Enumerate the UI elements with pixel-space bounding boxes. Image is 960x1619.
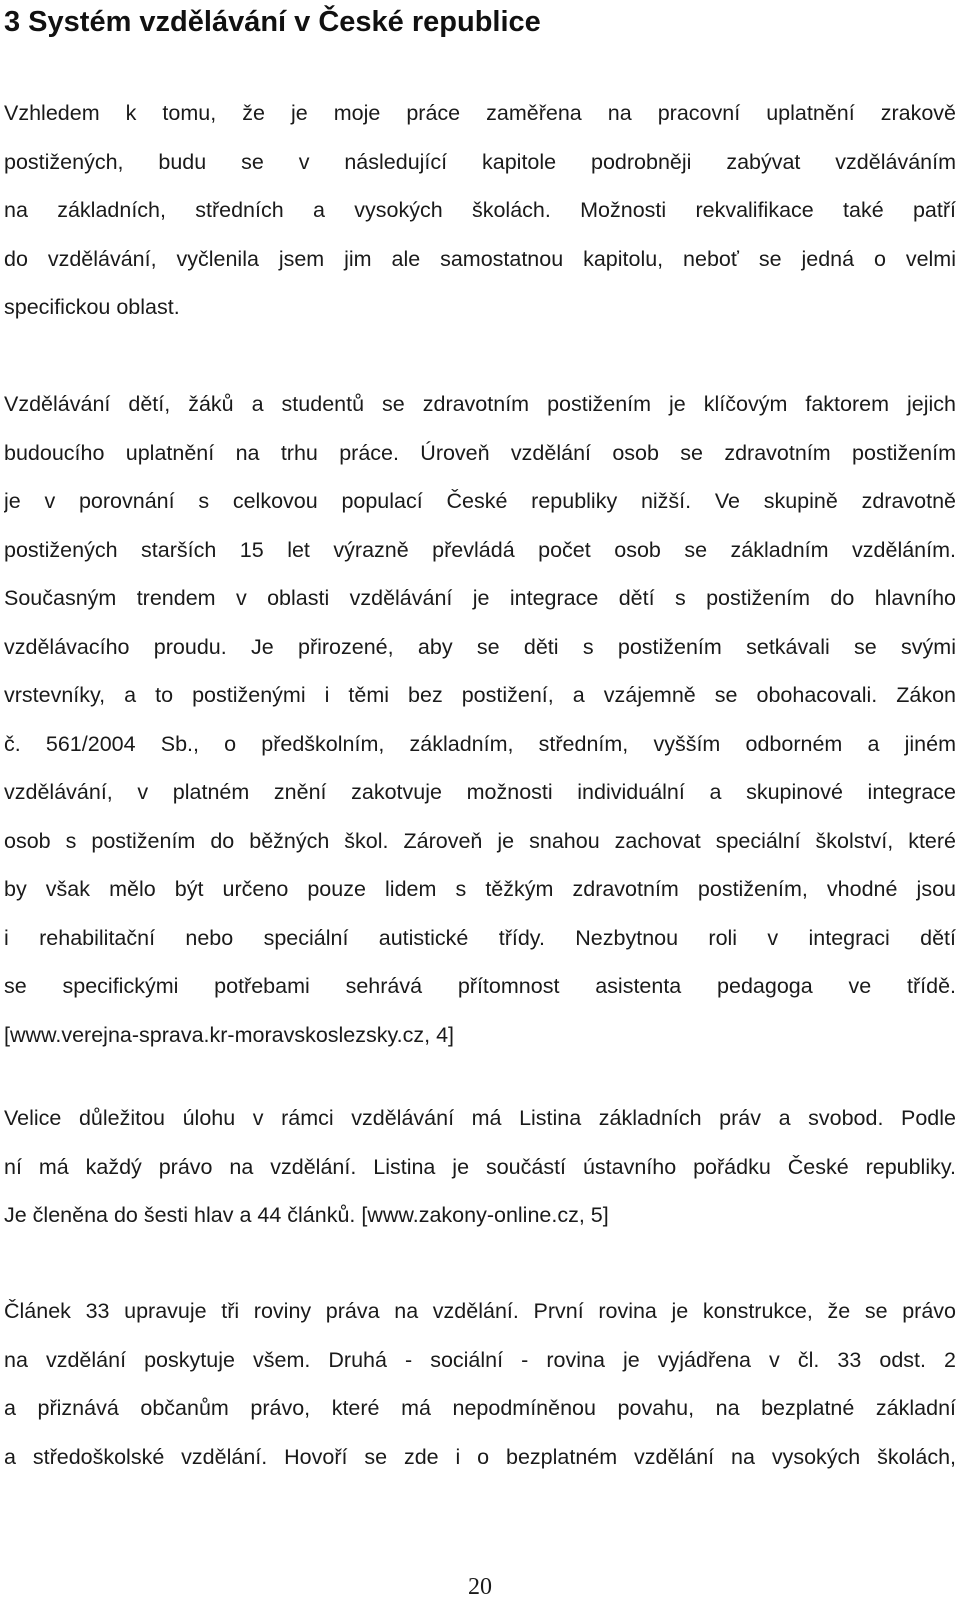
paragraph-line: se specifickými potřebami sehrává přítomnost asistenta pedagoga ve třídě. bbox=[4, 974, 956, 998]
paragraph-line: vzdělávání, v platném znění zakotvuje možnosti individuální a skupinové integrace bbox=[4, 780, 956, 804]
paragraph-line: ní má každý právo na vzdělání. Listina je součástí ústavního pořádku České republiky. bbox=[4, 1154, 956, 1179]
paragraph-line: postižených, budu se v následující kapitole podrobněji zabývat vzděláváním bbox=[4, 149, 956, 174]
paragraph-line: Vzhledem k tomu, že je moje práce zaměřena na pracovní uplatnění zrakově bbox=[4, 101, 956, 125]
paragraph-line: na vzdělání poskytuje všem. Druhá - sociální - rovina je vyjádřena v čl. 33 odst. 2 bbox=[4, 1347, 956, 1372]
paragraph-line: Vzdělávání dětí, žáků a studentů se zdravotním postižením je klíčovým faktorem jejich bbox=[4, 392, 956, 416]
paragraph-line: Je členěna do šesti hlav a 44 článků. [www.zakony-online.cz, 5] bbox=[4, 1203, 609, 1227]
paragraph-line: i rehabilitační nebo speciální autistické třídy. Nezbytnou roli v integraci dětí bbox=[4, 925, 956, 950]
paragraph-line: na základních, středních a vysokých školách. Možnosti rekvalifikace také patří bbox=[4, 198, 956, 222]
paragraph-line: a přiznává občanům právo, které má nepodmíněnou povahu, na bezplatné základní bbox=[4, 1396, 956, 1420]
page-number: 20 bbox=[468, 1574, 492, 1600]
paragraph-line: by však mělo být určeno pouze lidem s těžkým zdravotním postižením, vhodné jsou bbox=[4, 877, 956, 901]
paragraph-line: Článek 33 upravuje tři roviny práva na vzdělání. První rovina je konstrukce, že se právo bbox=[4, 1299, 956, 1323]
chapter-heading: 3 Systém vzdělávání v České republice bbox=[4, 6, 541, 38]
paragraph-line: vzdělávacího proudu. Je přirozené, aby se děti s postižením setkávali se svými bbox=[4, 634, 956, 659]
citation-line: [www.verejna-sprava.kr-moravskoslezsky.cz, 4] bbox=[4, 1022, 455, 1047]
paragraph-integration bbox=[4, 380, 956, 1059]
paragraph-line: budoucího uplatnění na trhu práce. Úroveň vzdělání osob se zdravotním postižením bbox=[4, 440, 956, 465]
paragraph-article-33 bbox=[4, 1287, 956, 1481]
paragraph-line: Současným trendem v oblasti vzdělávání je integrace dětí s postižením do hlavního bbox=[4, 586, 956, 610]
paragraph-intro bbox=[4, 89, 956, 332]
paragraph-charter bbox=[4, 1094, 956, 1240]
paragraph-line: Velice důležitou úlohu v rámci vzdělávání má Listina základních práv a svobod. Podle bbox=[4, 1106, 956, 1130]
paragraph-line: do vzdělávání, vyčlenila jsem jim ale samostatnou kapitolu, neboť se jedná o velmi bbox=[4, 246, 956, 271]
paragraph-line: postižených starších 15 let výrazně převládá počet osob se základním vzděláním. bbox=[4, 537, 956, 562]
paragraph-line: č. 561/2004 Sb., o předškolním, základním, středním, vyšším odborném a jiném bbox=[4, 731, 956, 756]
paragraph-line: osob s postižením do běžných škol. Zároveň je snahou zachovat speciální školství, které bbox=[4, 828, 956, 853]
paragraph-line: je v porovnání s celkovou populací České republiky nižší. Ve skupině zdravotně bbox=[4, 489, 956, 513]
paragraph-line: vrstevníky, a to postiženými i těmi bez postižení, a vzájemně se obohacovali. Zákon bbox=[4, 683, 956, 707]
document-page bbox=[4, 0, 956, 1619]
paragraph-line: a středoškolské vzdělání. Hovoří se zde i o bezplatném vzdělání na vysokých školách, bbox=[4, 1444, 956, 1469]
paragraph-line: specifickou oblast. bbox=[4, 295, 180, 319]
